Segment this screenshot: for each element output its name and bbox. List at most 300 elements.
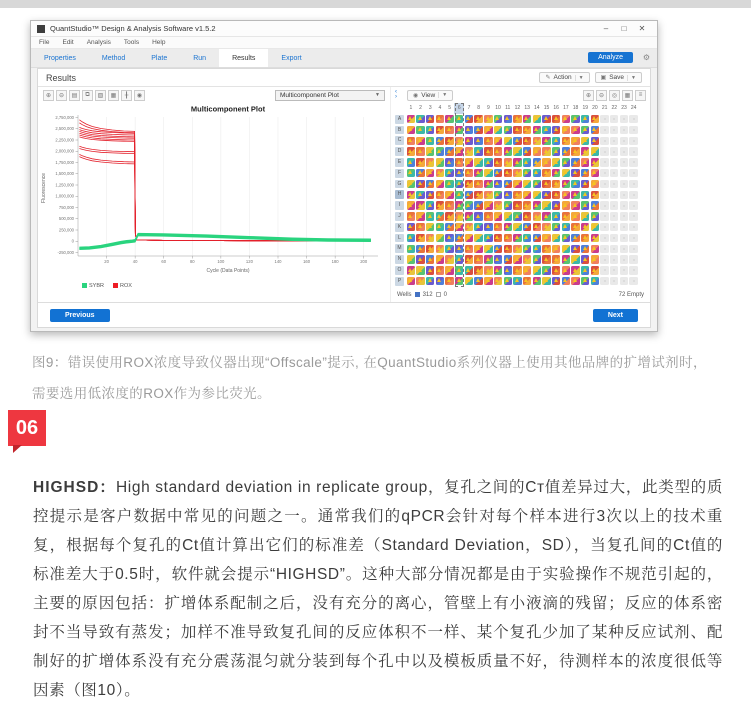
plate-well-K11[interactable]	[504, 223, 512, 231]
plate-well-G4[interactable]	[436, 180, 444, 188]
plate-well-C3[interactable]	[426, 137, 434, 145]
plate-well-J19[interactable]	[581, 212, 589, 220]
copy-icon[interactable]: ⧉	[82, 90, 93, 101]
plate-well-H6[interactable]	[455, 191, 463, 199]
plate-well-H24[interactable]	[629, 191, 637, 199]
plate-row-header-C[interactable]: C	[395, 136, 404, 145]
plate-well-C19[interactable]	[581, 137, 589, 145]
plate-well-M18[interactable]	[571, 245, 579, 253]
plate-well-A7[interactable]	[465, 115, 473, 123]
plate-well-I15[interactable]	[542, 201, 550, 209]
plate-well-G15[interactable]	[542, 180, 550, 188]
plate-well-F3[interactable]	[426, 169, 434, 177]
menu-help[interactable]: Help	[152, 39, 166, 46]
plate-well-D1[interactable]	[407, 147, 415, 155]
plate-well-O17[interactable]	[562, 266, 570, 274]
pointer-icon[interactable]: ▧	[95, 90, 106, 101]
plate-well-M5[interactable]	[445, 245, 453, 253]
plate-well-B24[interactable]	[629, 126, 637, 134]
plate-well-I11[interactable]	[504, 201, 512, 209]
plate-well-K12[interactable]	[513, 223, 521, 231]
plate-well-H14[interactable]	[533, 191, 541, 199]
plate-well-E4[interactable]	[436, 158, 444, 166]
plate-well-B3[interactable]	[426, 126, 434, 134]
plate-well-O18[interactable]	[571, 266, 579, 274]
plate-well-N11[interactable]	[504, 255, 512, 263]
plate-well-G6[interactable]	[455, 180, 463, 188]
plate-well-B19[interactable]	[581, 126, 589, 134]
plate-well-F12[interactable]	[513, 169, 521, 177]
plate-well-L21[interactable]	[600, 234, 608, 242]
plate-well-A18[interactable]	[571, 115, 579, 123]
plate-well-D18[interactable]	[571, 147, 579, 155]
plate-well-K24[interactable]	[629, 223, 637, 231]
plate-well-D14[interactable]	[533, 147, 541, 155]
plate-well-L2[interactable]	[416, 234, 424, 242]
plate-well-L12[interactable]	[513, 234, 521, 242]
plate-well-E5[interactable]	[445, 158, 453, 166]
plate-well-I16[interactable]	[552, 201, 560, 209]
plate-well-C16[interactable]	[552, 137, 560, 145]
plate-col-header-19[interactable]: 19	[582, 105, 588, 111]
plate-well-O3[interactable]	[426, 266, 434, 274]
plate-well-M13[interactable]	[523, 245, 531, 253]
plate-well-J11[interactable]	[504, 212, 512, 220]
gear-icon[interactable]: ⚙	[642, 53, 650, 62]
plate-well-J22[interactable]	[610, 212, 618, 220]
plate-well-N24[interactable]	[629, 255, 637, 263]
plate-well-P3[interactable]	[426, 277, 434, 285]
plate-well-L19[interactable]	[581, 234, 589, 242]
plate-well-D20[interactable]	[591, 147, 599, 155]
plate-well-E8[interactable]	[474, 158, 482, 166]
plate-well-F24[interactable]	[629, 169, 637, 177]
plate-well-I2[interactable]	[416, 201, 424, 209]
plate-well-N15[interactable]	[542, 255, 550, 263]
plate-well-M11[interactable]	[504, 245, 512, 253]
plate-well-O23[interactable]	[620, 266, 628, 274]
plate-well-K9[interactable]	[484, 223, 492, 231]
plate-well-G8[interactable]	[474, 180, 482, 188]
plate-well-J5[interactable]	[445, 212, 453, 220]
plate-zoom-in-icon[interactable]: ⊕	[583, 90, 594, 101]
next-button[interactable]: Next	[593, 309, 638, 322]
plate-well-P21[interactable]	[600, 277, 608, 285]
plate-well-L4[interactable]	[436, 234, 444, 242]
plate-well-I6[interactable]	[455, 201, 463, 209]
tab-export[interactable]: Export	[281, 54, 302, 62]
plate-well-D22[interactable]	[610, 147, 618, 155]
plate-well-N13[interactable]	[523, 255, 531, 263]
plate-well-C21[interactable]	[600, 137, 608, 145]
plate-well-K20[interactable]	[591, 223, 599, 231]
plate-well-D12[interactable]	[513, 147, 521, 155]
plate-well-O6[interactable]	[455, 266, 463, 274]
plate-well-F7[interactable]	[465, 169, 473, 177]
plate-well-G24[interactable]	[629, 180, 637, 188]
previous-button[interactable]: Previous	[50, 309, 110, 322]
plate-well-L23[interactable]	[620, 234, 628, 242]
plate-well-E21[interactable]	[600, 158, 608, 166]
plate-well-E13[interactable]	[523, 158, 531, 166]
plate-well-M3[interactable]	[426, 245, 434, 253]
plate-well-B13[interactable]	[523, 126, 531, 134]
plate-well-I22[interactable]	[610, 201, 618, 209]
plate-well-B8[interactable]	[474, 126, 482, 134]
plate-well-L20[interactable]	[591, 234, 599, 242]
plate-well-O8[interactable]	[474, 266, 482, 274]
plate-well-O4[interactable]	[436, 266, 444, 274]
plate-well-B4[interactable]	[436, 126, 444, 134]
plate-well-D10[interactable]	[494, 147, 502, 155]
plate-well-J9[interactable]	[484, 212, 492, 220]
plate-well-K21[interactable]	[600, 223, 608, 231]
plate-well-O13[interactable]	[523, 266, 531, 274]
plate-well-C13[interactable]	[523, 137, 531, 145]
plate-well-H16[interactable]	[552, 191, 560, 199]
plate-well-F4[interactable]	[436, 169, 444, 177]
plate-well-K14[interactable]	[533, 223, 541, 231]
plate-well-I4[interactable]	[436, 201, 444, 209]
plate-well-M1[interactable]	[407, 245, 415, 253]
plate-well-D17[interactable]	[562, 147, 570, 155]
plate-well-L16[interactable]	[552, 234, 560, 242]
plate-well-H3[interactable]	[426, 191, 434, 199]
plate-well-B7[interactable]	[465, 126, 473, 134]
plate-well-P20[interactable]	[591, 277, 599, 285]
plate-well-L10[interactable]	[494, 234, 502, 242]
plate-col-header-11[interactable]: 11	[505, 105, 511, 111]
plate-row-header-H[interactable]: H	[395, 190, 404, 199]
plate-well-J17[interactable]	[562, 212, 570, 220]
plate-well-M16[interactable]	[552, 245, 560, 253]
action-button[interactable]: ✎ Action ▼	[539, 72, 589, 83]
plate-well-K13[interactable]	[523, 223, 531, 231]
plate-well-C17[interactable]	[562, 137, 570, 145]
plate-well-H21[interactable]	[600, 191, 608, 199]
plate-well-N3[interactable]	[426, 255, 434, 263]
plate-well-H1[interactable]	[407, 191, 415, 199]
plate-well-D15[interactable]	[542, 147, 550, 155]
plate-well-H22[interactable]	[610, 191, 618, 199]
plate-well-J13[interactable]	[523, 212, 531, 220]
plate-col-header-24[interactable]: 24	[630, 105, 637, 111]
plate-well-L1[interactable]	[407, 234, 415, 242]
plate-well-A1[interactable]	[407, 115, 415, 123]
plate-well-I10[interactable]	[494, 201, 502, 209]
plate-well-O10[interactable]	[494, 266, 502, 274]
plate-well-M14[interactable]	[533, 245, 541, 253]
chevron-left-icon[interactable]: ‹	[395, 89, 397, 95]
plate-well-A4[interactable]	[436, 115, 444, 123]
plate-well-A24[interactable]	[629, 115, 637, 123]
plate-well-P1[interactable]	[407, 277, 415, 285]
plate-well-O21[interactable]	[600, 266, 608, 274]
plate-well-O22[interactable]	[610, 266, 618, 274]
plate-well-O2[interactable]	[416, 266, 424, 274]
plate-well-I1[interactable]	[407, 201, 415, 209]
plate-col-header-18[interactable]: 18	[572, 105, 579, 111]
plate-well-E16[interactable]	[552, 158, 560, 166]
plate-well-C23[interactable]	[620, 137, 628, 145]
tab-properties[interactable]: Properties	[44, 54, 76, 62]
plate-well-L15[interactable]	[542, 234, 550, 242]
zoom-in-icon[interactable]: ⊕	[43, 90, 54, 101]
plate-zoom-reset-icon[interactable]: ◎	[609, 90, 620, 101]
plate-well-J21[interactable]	[600, 212, 608, 220]
plate-well-B9[interactable]	[484, 126, 492, 134]
plate-well-J18[interactable]	[571, 212, 579, 220]
plate-well-M12[interactable]	[513, 245, 521, 253]
plate-well-A23[interactable]	[620, 115, 628, 123]
plate-well-N14[interactable]	[533, 255, 541, 263]
plate-well-M15[interactable]	[542, 245, 550, 253]
view-button[interactable]: ◉ View ▼	[407, 90, 453, 101]
plate-well-D3[interactable]	[426, 147, 434, 155]
plate-well-L9[interactable]	[484, 234, 492, 242]
plate-well-B6[interactable]	[455, 126, 463, 134]
plate-well-C15[interactable]	[542, 137, 550, 145]
plate-well-B20[interactable]	[591, 126, 599, 134]
plate-col-header-1[interactable]: 1	[409, 105, 413, 111]
plate-well-M6[interactable]	[455, 245, 463, 253]
plate-well-P22[interactable]	[610, 277, 618, 285]
plate-well-F23[interactable]	[620, 169, 628, 177]
plate-well-N9[interactable]	[484, 255, 492, 263]
plate-well-K6[interactable]	[455, 223, 463, 231]
plate-well-L7[interactable]	[465, 234, 473, 242]
plate-well-B15[interactable]	[542, 126, 550, 134]
plate-well-K3[interactable]	[426, 223, 434, 231]
plate-well-B11[interactable]	[504, 126, 512, 134]
plate-well-L3[interactable]	[426, 234, 434, 242]
plate-well-F22[interactable]	[610, 169, 618, 177]
plate-well-N10[interactable]	[494, 255, 502, 263]
plate-well-O14[interactable]	[533, 266, 541, 274]
plate-well-K2[interactable]	[416, 223, 424, 231]
plate-well-N22[interactable]	[610, 255, 618, 263]
plate-well-P23[interactable]	[620, 277, 628, 285]
plate-well-H4[interactable]	[436, 191, 444, 199]
plate-row-header-D[interactable]: D	[395, 147, 404, 156]
plate-row-header-M[interactable]: M	[395, 244, 404, 253]
plate-well-O7[interactable]	[465, 266, 473, 274]
plate-well-I5[interactable]	[445, 201, 453, 209]
plate-well-E10[interactable]	[494, 158, 502, 166]
plate-well-G10[interactable]	[494, 180, 502, 188]
plate-well-J16[interactable]	[552, 212, 560, 220]
plate-well-O19[interactable]	[581, 266, 589, 274]
plate-well-I7[interactable]	[465, 201, 473, 209]
plate-well-I8[interactable]	[474, 201, 482, 209]
plate-well-P11[interactable]	[504, 277, 512, 285]
plate-well-H15[interactable]	[542, 191, 550, 199]
zoom-out-icon[interactable]: ⊖	[56, 90, 67, 101]
plate-col-header-21[interactable]: 21	[601, 105, 608, 111]
plate-row-header-E[interactable]: E	[395, 158, 404, 167]
plate-well-A3[interactable]	[426, 115, 434, 123]
plate-well-A5[interactable]	[445, 115, 453, 123]
print-icon[interactable]: ▤	[69, 90, 80, 101]
plate-well-M19[interactable]	[581, 245, 589, 253]
plate-well-G14[interactable]	[533, 180, 541, 188]
plate-well-G13[interactable]	[523, 180, 531, 188]
plate-well-O15[interactable]	[542, 266, 550, 274]
plate-well-B5[interactable]	[445, 126, 453, 134]
analyze-button[interactable]: Analyze	[588, 52, 633, 63]
plate-row-header-F[interactable]: F	[395, 169, 404, 178]
plate-well-D11[interactable]	[504, 147, 512, 155]
plate-well-A21[interactable]	[600, 115, 608, 123]
plate-well-M10[interactable]	[494, 245, 502, 253]
plate-row-header-B[interactable]: B	[395, 126, 404, 135]
plate-well-C24[interactable]	[629, 137, 637, 145]
plate-row-header-J[interactable]: J	[395, 212, 404, 221]
plate-well-A6[interactable]	[455, 115, 463, 123]
plate-well-P24[interactable]	[629, 277, 637, 285]
plate-well-M17[interactable]	[562, 245, 570, 253]
plate-well-G1[interactable]	[407, 180, 415, 188]
plate-well-N21[interactable]	[600, 255, 608, 263]
plate-well-L6[interactable]	[455, 234, 463, 242]
plate-well-H12[interactable]	[513, 191, 521, 199]
plate-well-D4[interactable]	[436, 147, 444, 155]
plate-well-N17[interactable]	[562, 255, 570, 263]
plate-well-G23[interactable]	[620, 180, 628, 188]
plate-well-G19[interactable]	[581, 180, 589, 188]
plate-well-H10[interactable]	[494, 191, 502, 199]
plate-well-E3[interactable]	[426, 158, 434, 166]
plate-well-F1[interactable]	[407, 169, 415, 177]
plate-col-header-23[interactable]: 23	[621, 105, 627, 111]
plate-well-H23[interactable]	[620, 191, 628, 199]
plate-well-G9[interactable]	[484, 180, 492, 188]
plate-row-header-L[interactable]: L	[395, 234, 404, 243]
plate-well-M9[interactable]	[484, 245, 492, 253]
plate-well-G12[interactable]	[513, 180, 521, 188]
plate-well-L13[interactable]	[523, 234, 531, 242]
plate-well-K17[interactable]	[562, 223, 570, 231]
plate-well-O24[interactable]	[629, 266, 637, 274]
plate-well-K22[interactable]	[610, 223, 618, 231]
plate-well-C6[interactable]	[455, 137, 463, 145]
plate-col-header-13[interactable]: 13	[524, 105, 530, 111]
plate-well-J6[interactable]	[455, 212, 463, 220]
maximize-button[interactable]: □	[621, 24, 627, 33]
plate-well-M4[interactable]	[436, 245, 444, 253]
plate-col-header-2[interactable]: 2	[419, 105, 422, 111]
plate-well-H5[interactable]	[445, 191, 453, 199]
plate-well-O9[interactable]	[484, 266, 492, 274]
plate-well-A22[interactable]	[610, 115, 618, 123]
plate-well-O20[interactable]	[591, 266, 599, 274]
plate-well-H17[interactable]	[562, 191, 570, 199]
plate-well-J23[interactable]	[620, 212, 628, 220]
tab-plate[interactable]: Plate	[151, 54, 168, 62]
plate-well-G22[interactable]	[610, 180, 618, 188]
plate-well-P14[interactable]	[533, 277, 541, 285]
plate-well-K10[interactable]	[494, 223, 502, 231]
plate-well-I19[interactable]	[581, 201, 589, 209]
plate-well-N4[interactable]	[436, 255, 444, 263]
plate-well-D9[interactable]	[484, 147, 492, 155]
plate-well-P7[interactable]	[465, 277, 473, 285]
plate-col-header-10[interactable]: 10	[495, 105, 501, 111]
plate-well-F9[interactable]	[484, 169, 492, 177]
plate-well-H18[interactable]	[571, 191, 579, 199]
plate-row-header-A[interactable]: A	[395, 115, 404, 124]
plate-well-M7[interactable]	[465, 245, 473, 253]
plate-well-G2[interactable]	[416, 180, 424, 188]
plate-well-B17[interactable]	[562, 126, 570, 134]
plate-well-G18[interactable]	[571, 180, 579, 188]
plate-well-A2[interactable]	[416, 115, 424, 123]
plate-well-H11[interactable]	[504, 191, 512, 199]
plate-well-F11[interactable]	[504, 169, 512, 177]
plate-col-header-20[interactable]: 20	[592, 105, 598, 111]
menu-file[interactable]: File	[39, 39, 50, 46]
plate-row-header-N[interactable]: N	[395, 255, 404, 264]
plate-well-E14[interactable]	[533, 158, 541, 166]
plate-well-A17[interactable]	[562, 115, 570, 123]
plate-well-G3[interactable]	[426, 180, 434, 188]
plate-well-C22[interactable]	[610, 137, 618, 145]
plate-well-K4[interactable]	[436, 223, 444, 231]
plate-well-B16[interactable]	[552, 126, 560, 134]
plate-well-N8[interactable]	[474, 255, 482, 263]
plate-well-G16[interactable]	[552, 180, 560, 188]
plate-well-D19[interactable]	[581, 147, 589, 155]
plate-col-header-16[interactable]: 16	[553, 105, 559, 111]
plate-well-E11[interactable]	[504, 158, 512, 166]
plate-col-header-14[interactable]: 14	[534, 105, 540, 111]
plate-well-F6[interactable]	[455, 169, 463, 177]
plate-well-E1[interactable]	[407, 158, 415, 166]
save-button[interactable]: ▣ Save ▼	[595, 72, 642, 83]
plate-well-O5[interactable]	[445, 266, 453, 274]
plate-well-M21[interactable]	[600, 245, 608, 253]
plate-well-E20[interactable]	[591, 158, 599, 166]
plate-well-P13[interactable]	[523, 277, 531, 285]
plate-well-A9[interactable]	[484, 115, 492, 123]
plate-well-P5[interactable]	[445, 277, 453, 285]
plate-well-J10[interactable]	[494, 212, 502, 220]
plate-well-D24[interactable]	[629, 147, 637, 155]
plate-well-B10[interactable]	[494, 126, 502, 134]
plate-well-E19[interactable]	[581, 158, 589, 166]
plate-well-G20[interactable]	[591, 180, 599, 188]
plate-well-E18[interactable]	[571, 158, 579, 166]
tab-method[interactable]: Method	[101, 54, 126, 62]
plate-well-O11[interactable]	[504, 266, 512, 274]
plate-well-C1[interactable]	[407, 137, 415, 145]
plate-well-P16[interactable]	[552, 277, 560, 285]
plate-well-E24[interactable]	[629, 158, 637, 166]
pane-pager[interactable]	[395, 90, 397, 100]
plate-well-F18[interactable]	[571, 169, 579, 177]
plate-well-E15[interactable]	[542, 158, 550, 166]
plate-well-E22[interactable]	[610, 158, 618, 166]
plate-well-B21[interactable]	[600, 126, 608, 134]
table-icon[interactable]: ▦	[108, 90, 119, 101]
plate-well-C7[interactable]	[465, 137, 473, 145]
plate-well-A13[interactable]	[523, 115, 531, 123]
plate-well-I20[interactable]	[591, 201, 599, 209]
plate-well-K23[interactable]	[620, 223, 628, 231]
plate-well-A10[interactable]	[494, 115, 502, 123]
plot-type-select[interactable]: Multicomponent Plot ▼	[275, 90, 385, 101]
plate-col-header-15[interactable]: 15	[543, 105, 550, 111]
